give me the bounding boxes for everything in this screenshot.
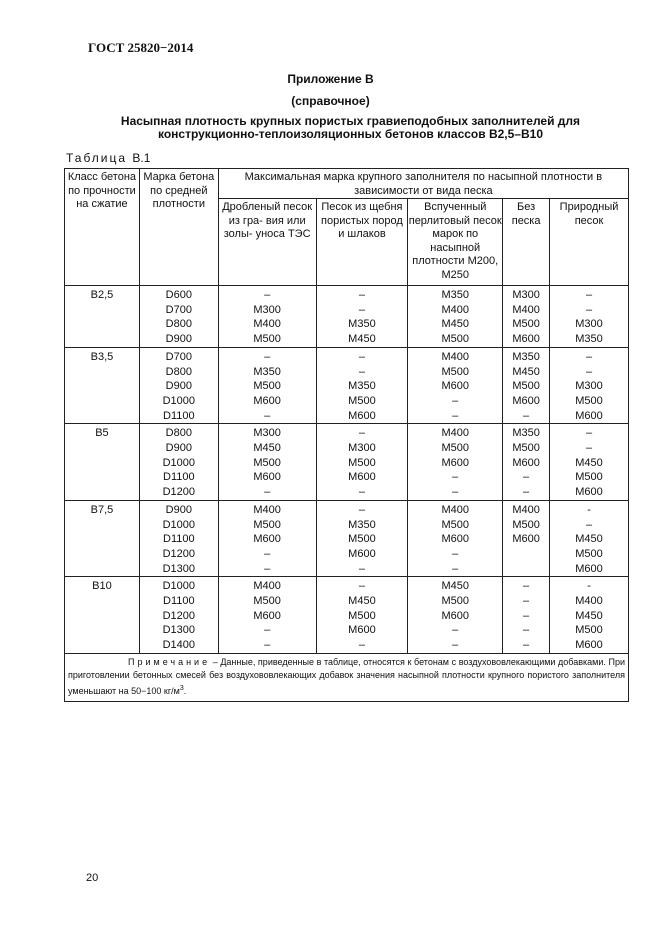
aggregate-grade-value: – [452,562,459,575]
aggregate-grade-value: М450 [253,442,281,455]
aggregate-grade-value: – [358,303,365,316]
aggregate-grade-value: М600 [348,471,376,484]
aggregate-grade-value: М500 [348,456,376,469]
aggregate-grade-value: – [523,624,530,637]
aggregate-grade-value: М600 [348,547,376,560]
aggregate-grade-cell [550,500,629,577]
aggregate-grade-value: М300 [253,303,281,316]
concrete-grade-cell [139,424,218,501]
table-body [65,286,629,702]
note-text-end: . [183,685,187,696]
grade-value: D1100 [163,595,195,608]
aggregate-grade-value: М350 [348,380,376,393]
aggregate-grade-value: – [358,639,365,652]
aggregate-grade-value: М500 [348,533,376,546]
aggregate-grade-value: – [358,350,365,363]
grade-value: D1200 [162,547,196,560]
aggregate-grade-value: – [264,562,271,575]
aggregate-grade-value: – [523,609,530,622]
aggregate-grade-value: – [523,580,530,593]
aggregate-grade-value: М350 [575,333,603,346]
aggregate-grade-cell [408,500,503,577]
header-natural-sand: Природный песок [550,199,629,286]
aggregate-grade-value: – [523,639,530,652]
aggregate-grade-cell [218,577,316,654]
header-concrete-class: Класс бетона по прочности на сжатие [65,169,140,286]
aggregate-grade-value: М600 [512,456,540,469]
grade-value: D1000 [162,394,196,407]
concrete-class-cell: В7,5 [65,500,140,577]
aggregate-grade-value: М400 [441,503,469,516]
aggregate-grade-value: М500 [441,595,469,608]
aggregate-grade-value: – [452,471,459,484]
aggregate-grade-value: – [264,289,271,301]
aggregate-grade-value: – [585,350,593,363]
aggregate-grade-value: М450 [348,333,376,346]
aggregate-grade-value: М350 [441,289,469,301]
aggregate-grade-value: М400 [512,503,540,516]
aggregate-grade-value: – [585,303,593,316]
aggregate-grade-value: – [452,547,459,560]
aggregate-grade-cell [503,286,550,348]
grade-value: D900 [165,442,192,455]
aggregate-grade-value: М500 [441,518,469,531]
aggregate-grade-value: М600 [441,533,469,546]
grade-value: D1100 [163,533,195,546]
concrete-class-cell: В10 [65,577,140,654]
table-block-row [65,347,629,424]
aggregate-grade-value: М600 [348,409,376,422]
aggregate-grade-value: М600 [575,486,603,499]
grade-value: D800 [165,365,192,378]
aggregate-grade-cell [316,577,408,654]
aggregate-grade-value [503,547,549,562]
aggregate-grade-value: – [264,639,271,652]
aggregate-grade-value: М450 [441,318,469,331]
aggregate-grade-value: – [585,365,593,378]
grade-value: D1000 [162,580,196,593]
note-text: – Данные, приведенные в таблице, относятся к бетонам с воздухововлекающими добавками. При приготовлении бетонных смесей без воздухововлекающих добавок значения насыпной плотности крупного пористого заполнителя уменьшают на 50−100 кг/м [68,656,625,696]
grade-value: D1100 [163,471,195,484]
aggregate-grade-value: М450 [441,580,469,593]
aggregate-grade-value: – [585,442,593,455]
aggregate-grade-value: – [523,471,530,484]
aggregate-grade-cell [408,424,503,501]
aggregate-grade-value: М500 [441,442,469,455]
aggregate-grade-value: М500 [348,394,376,407]
aggregate-grade-value: М600 [512,333,540,346]
title-line: Насыпная плотность крупных пористых гравиеподобных заполнителей для [120,114,581,128]
grade-value: D700 [165,303,192,316]
aggregate-grade-value: М400 [441,303,469,316]
aggregate-grade-value: – [358,427,365,440]
aggregate-grade-value: М400 [253,580,281,593]
concrete-class-cell: В3,5 [65,347,140,424]
grade-value: D1200 [162,609,196,622]
table-note [65,653,629,701]
aggregate-grade-value: М600 [348,624,376,637]
table-caption-number: В.1 [132,151,151,165]
grade-value: D1300 [162,624,196,637]
aggregate-grade-value: М600 [575,639,603,652]
aggregate-grade-value: М600 [253,471,281,484]
grade-value: D1200 [162,486,196,499]
table-block-row [65,286,629,348]
aggregate-grade-value: – [358,580,365,593]
aggregate-grade-value: М400 [441,350,469,363]
aggregate-grade-cell [316,424,408,501]
aggregate-grade-value: – [452,486,459,499]
aggregate-grade-value: – [523,409,530,422]
concrete-grade-cell [139,500,218,577]
aggregate-grade-value: – [264,409,271,422]
grade-value: D1000 [162,518,196,531]
aggregate-grade-value: М400 [253,503,281,516]
appendix-label: Приложение В [287,72,374,86]
aggregate-grade-value: М450 [575,533,603,546]
aggregate-grade-value: М450 [512,365,540,378]
aggregate-grade-value: М600 [441,456,469,469]
aggregate-grade-value: – [585,289,593,301]
aggregate-grade-value: М400 [575,595,603,608]
aggregate-grade-value: М500 [348,609,376,622]
aggregate-grade-value: М300 [348,442,376,455]
document-code: ГОСТ 25820−2014 [88,40,194,55]
grade-value: D900 [165,503,192,516]
note-superscript: 3 [179,684,184,692]
aggregate-grade-value: М350 [512,427,540,440]
aggregate-grade-value: М400 [441,427,469,440]
aggregate-grade-value: – [358,486,365,499]
aggregate-grade-value: М500 [253,380,281,393]
aggregate-grade-cell [503,577,550,654]
aggregate-grade-value: М500 [575,394,603,407]
aggregate-grade-cell [316,286,408,348]
table-caption-word: Таблица [66,151,128,165]
aggregate-grade-value: – [523,595,530,608]
aggregate-grade-value: М400 [253,318,281,331]
aggregate-grade-value: - [587,580,591,593]
aggregate-grade-value: – [358,503,365,516]
aggregate-grade-cell [316,500,408,577]
aggregate-grade-cell [218,424,316,501]
aggregate-grade-cell [408,286,503,348]
aggregate-grade-value: – [452,394,459,407]
aggregate-grade-value: М500 [512,518,540,531]
header-perlite-sand: Вспученный перлитовый песок марок по насыпной плотности М200, М250 [408,199,503,286]
bulk-density-table [64,168,629,702]
aggregate-grade-value: – [523,486,530,499]
aggregate-grade-cell [218,347,316,424]
concrete-grade-cell [139,286,218,348]
grade-value: D900 [165,333,192,346]
aggregate-grade-value: М600 [575,562,603,575]
appendix-type: (справочное) [291,94,370,108]
aggregate-grade-value: М600 [575,409,603,422]
aggregate-grade-value: М450 [575,456,603,469]
aggregate-grade-value: – [264,486,271,499]
aggregate-grade-value: М500 [575,471,603,484]
aggregate-grade-value: М600 [253,609,281,622]
aggregate-grade-value: М500 [253,456,281,469]
table-block-row [65,577,629,654]
aggregate-grade-value: М500 [253,518,281,531]
concrete-grade-cell [139,577,218,654]
aggregate-grade-value: М350 [512,350,540,363]
concrete-class-cell: В5 [65,424,140,501]
note-label: Примечание [128,656,211,667]
title-line: конструкционно-теплоизоляционных бетонов классов В2,5–В10 [157,127,543,141]
aggregate-grade-cell [550,286,629,348]
aggregate-grade-value: – [264,350,271,363]
header-crushed-sand: Дробленый песок из гра- вия или золы- уноса ТЭС [218,199,316,286]
grade-value: D800 [165,427,192,440]
aggregate-grade-value: М500 [441,333,469,346]
grade-value: D800 [165,318,192,331]
appendix-title [90,115,611,141]
aggregate-grade-value: – [264,547,271,560]
grade-value: D600 [165,289,192,301]
aggregate-grade-value: – [358,365,365,378]
header-aggregate-group: Максимальная марка крупного заполнителя по насыпной плотности в зависимости от вида песка [218,169,628,199]
header-concrete-grade: Марка бетона по средней плотности [139,169,218,286]
grade-value: D900 [165,380,192,393]
aggregate-grade-value: М450 [575,609,603,622]
aggregate-grade-value: М500 [512,380,540,393]
aggregate-grade-value: М300 [575,318,603,331]
aggregate-grade-value: – [264,624,271,637]
grade-value: D1100 [163,409,195,422]
table-block-row [65,424,629,501]
aggregate-grade-cell [550,347,629,424]
aggregate-grade-value: М600 [253,394,281,407]
aggregate-grade-value: М500 [575,547,603,560]
aggregate-grade-value: М350 [348,518,376,531]
aggregate-grade-value: – [585,427,593,440]
aggregate-grade-value: – [452,624,459,637]
grade-value: D1000 [162,456,196,469]
aggregate-grade-value: М600 [253,533,281,546]
aggregate-grade-cell [550,424,629,501]
aggregate-grade-value: М600 [512,533,540,546]
header-no-sand: Без песка [503,199,550,286]
header-porous-rock-sand: Песок из щебня пористых пород и шлаков [316,199,408,286]
aggregate-grade-value: М600 [441,380,469,393]
aggregate-grade-value: М300 [253,427,281,440]
grade-value: D1300 [162,562,196,575]
aggregate-grade-value: – [358,289,365,301]
concrete-grade-cell [139,347,218,424]
aggregate-grade-cell [408,577,503,654]
aggregate-grade-value: М500 [253,595,281,608]
table-caption [66,151,150,165]
grade-value: D700 [165,350,192,363]
aggregate-grade-value: М600 [512,394,540,407]
page-number: 20 [86,872,99,884]
aggregate-grade-value: М500 [441,365,469,378]
aggregate-grade-value: – [452,639,459,652]
table-block-row [65,500,629,577]
aggregate-grade-value: - [587,503,591,516]
aggregate-grade-cell [218,500,316,577]
aggregate-grade-value: М400 [512,303,540,316]
grade-value: D1400 [162,639,196,652]
aggregate-grade-value: М500 [253,333,281,346]
aggregate-grade-value: – [585,518,593,531]
aggregate-grade-value: М300 [512,289,540,301]
aggregate-grade-cell [550,577,629,654]
aggregate-grade-value: М450 [348,595,376,608]
aggregate-grade-cell [408,347,503,424]
aggregate-grade-value: – [358,562,365,575]
aggregate-grade-cell [316,347,408,424]
aggregate-grade-value: – [452,409,459,422]
concrete-class-cell: В2,5 [65,286,140,348]
aggregate-grade-value: М500 [512,442,540,455]
aggregate-grade-value: М600 [441,609,469,622]
aggregate-grade-value: М350 [253,365,281,378]
aggregate-grade-value: М300 [575,380,603,393]
aggregate-grade-value [503,562,549,577]
aggregate-grade-value: М350 [348,318,376,331]
aggregate-grade-value: М500 [512,318,540,331]
aggregate-grade-value: М500 [575,624,603,637]
aggregate-grade-cell [503,347,550,424]
aggregate-grade-cell [218,286,316,348]
aggregate-grade-cell [503,500,550,577]
aggregate-grade-cell [503,424,550,501]
